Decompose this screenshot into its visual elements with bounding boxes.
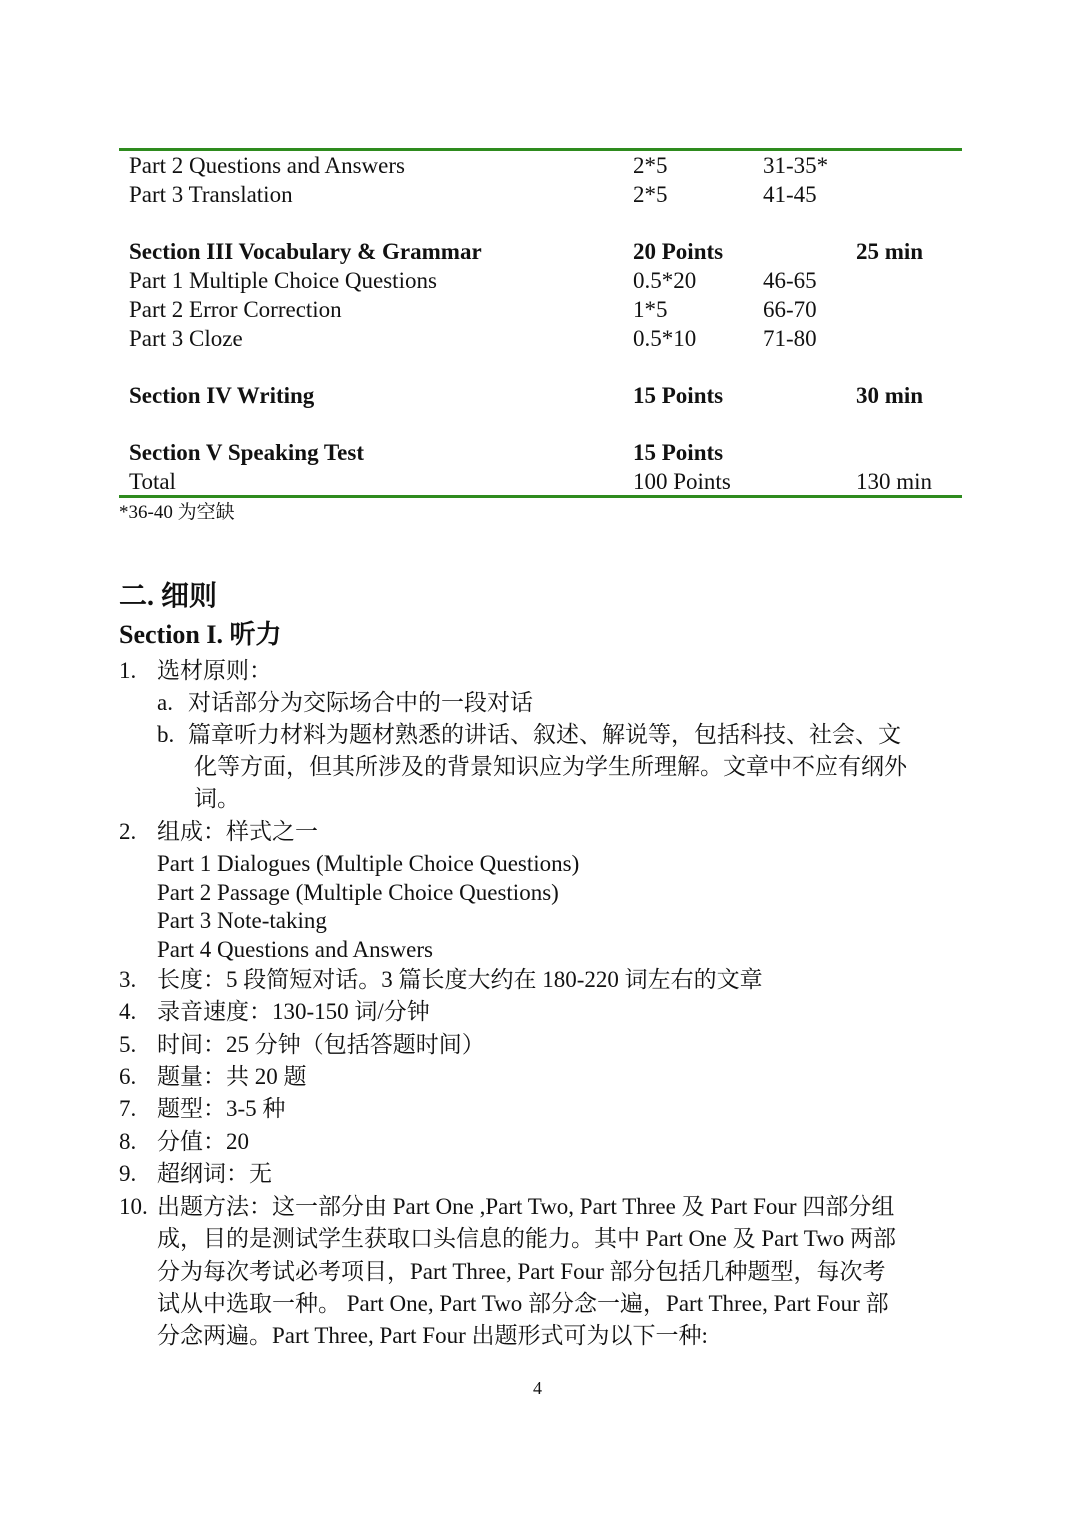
part-line: Part 1 Dialogues (Multiple Choice Questions): [157, 851, 580, 876]
item-text: 分值：20: [157, 1129, 249, 1154]
item-number: 10.: [119, 1194, 148, 1219]
item-number: 3.: [119, 967, 137, 992]
row-time: 30 min: [856, 383, 924, 408]
row-points: 2*5: [633, 182, 668, 207]
table-row: [119, 237, 962, 266]
item-text: 分念两遍。Part Three, Part Four 出题形式可为以下一种:: [157, 1323, 708, 1348]
row-name: Part 3 Translation: [129, 182, 293, 207]
part-line: Part 3 Note-taking: [157, 908, 327, 933]
row-time: 25 min: [856, 239, 924, 264]
table-row: [119, 381, 962, 410]
row-points: 1*5: [633, 297, 668, 322]
sub-item-number: a.: [157, 690, 173, 715]
row-name: Part 1 Multiple Choice Questions: [129, 268, 437, 293]
item-number: 1.: [119, 658, 137, 683]
row-points: 2*5: [633, 153, 668, 178]
row-name: Section IV Writing: [129, 383, 315, 408]
sub-item-text: 篇章听力材料为题材熟悉的讲话、叙述、解说等，包括科技、社会、文: [188, 722, 901, 747]
table-row: [119, 438, 962, 467]
table-row: [119, 295, 962, 324]
item-number: 8.: [119, 1129, 137, 1154]
row-name: Total: [129, 469, 176, 494]
table-row: [119, 266, 962, 295]
part-line: Part 4 Questions and Answers: [157, 937, 433, 962]
item-text: 题量：共 20 题: [157, 1064, 307, 1089]
table-row: [119, 151, 962, 180]
item-text: 录音速度：130-150 词/分钟: [157, 999, 430, 1024]
sub-item-text: 对话部分为交际场合中的一段对话: [188, 690, 533, 715]
row-points: 0.5*10: [633, 326, 697, 351]
item-number: 9.: [119, 1161, 137, 1186]
row-name: Section V Speaking Test: [129, 440, 364, 465]
sub-item-text: 词。: [194, 786, 240, 811]
row-points: 20 Points: [633, 239, 724, 264]
sub-item-number: b.: [157, 722, 175, 747]
row-items: 71-80: [763, 326, 817, 351]
page-number: 4: [533, 1378, 542, 1398]
row-items: 31-35*: [763, 153, 829, 178]
item-number: 6.: [119, 1064, 137, 1089]
item-text: 选材原则：: [157, 658, 272, 683]
row-points: 0.5*20: [633, 268, 697, 293]
row-name: Part 2 Questions and Answers: [129, 153, 405, 178]
row-name: Part 2 Error Correction: [129, 297, 342, 322]
item-text: 题型：3-5 种: [157, 1096, 286, 1121]
row-items: 41-45: [763, 182, 817, 207]
heading-section: Section I. 听力: [119, 620, 282, 649]
item-number: 7.: [119, 1096, 137, 1121]
row-items: 46-65: [763, 268, 817, 293]
row-name: Part 3 Cloze: [129, 326, 243, 351]
item-number: 4.: [119, 999, 137, 1024]
heading-main: 二. 细则: [119, 581, 218, 612]
table-bottom-rule: [119, 495, 962, 498]
part-line: Part 2 Passage (Multiple Choice Questions): [157, 880, 559, 905]
row-items: 66-70: [763, 297, 817, 322]
item-text: 时间：25 分钟（包括答题时间）: [157, 1032, 485, 1057]
row-time: 130 min: [856, 469, 933, 494]
item-text: 分为每次考试必考项目，Part Three, Part Four 部分包括几种题型，每次考: [157, 1259, 886, 1284]
item-number: 5.: [119, 1032, 137, 1057]
item-text: 长度：5 段简短对话。3 篇长度大约在 180-220 词左右的文章: [157, 967, 763, 992]
table-row: [119, 180, 962, 209]
table-row: [119, 324, 962, 353]
item-number: 2.: [119, 819, 137, 844]
table-footnote: *36-40 为空缺: [119, 502, 235, 523]
table-row: [119, 467, 962, 496]
row-points: 15 Points: [633, 383, 724, 408]
item-text: 成，目的是测试学生获取口头信息的能力。其中 Part One 及 Part Two 两部: [157, 1226, 897, 1251]
row-name: Section III Vocabulary & Grammar: [129, 239, 482, 264]
sub-item-text: 化等方面，但其所涉及的背景知识应为学生所理解。文章中不应有纲外: [194, 754, 907, 779]
row-points: 15 Points: [633, 440, 724, 465]
row-points: 100 Points: [633, 469, 731, 494]
item-text: 超纲词：无: [157, 1161, 272, 1186]
item-text: 组成：样式之一: [157, 819, 318, 844]
item-text: 出题方法：这一部分由 Part One ,Part Two, Part Three 及 Part Four 四部分组: [157, 1194, 895, 1219]
item-text: 试从中选取一种。 Part One, Part Two 部分念一遍，Part Three, Part Four 部: [157, 1291, 889, 1316]
